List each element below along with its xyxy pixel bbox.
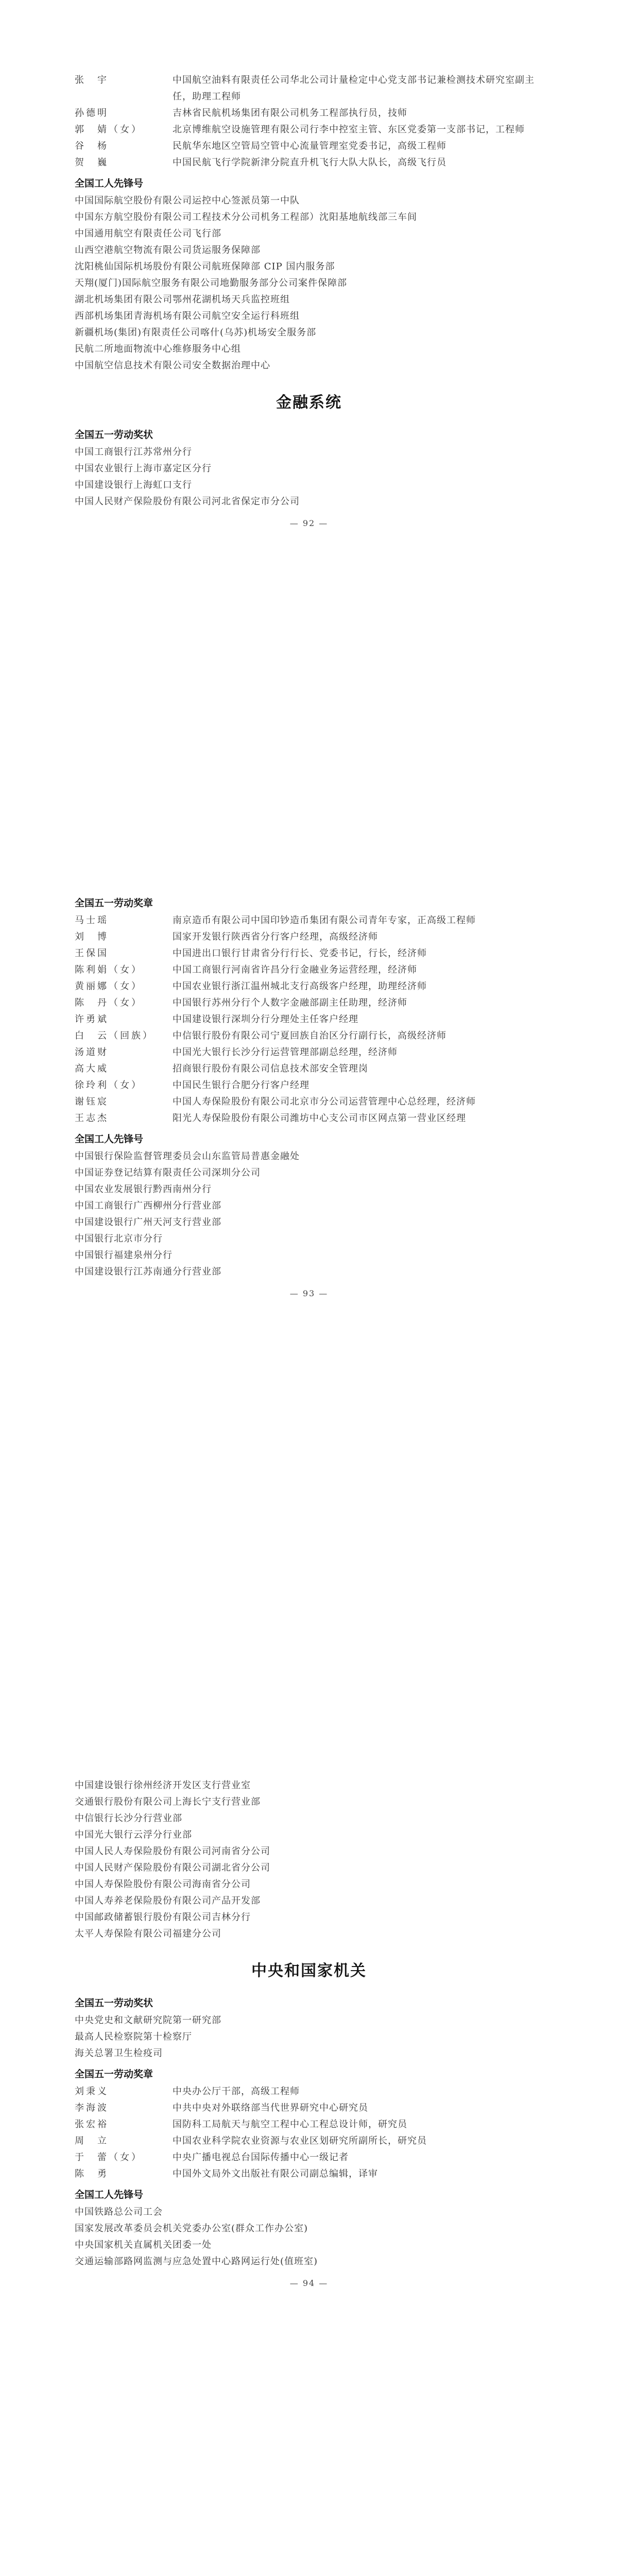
recipient-name: 孙德明: [75, 108, 109, 118]
list-item: 中国光大银行云浮分行业部: [75, 1829, 192, 1840]
recipient-title: 吉林省民航机场集团有限公司机务工程部执行员，技师: [173, 108, 407, 118]
list-item: 交通银行股份有限公司上海长宁支行营业部: [75, 1797, 261, 1807]
award-row: [75, 1044, 543, 1061]
recipient-name: 郭 婧（女）: [75, 124, 143, 135]
recipient-title: 中国农业银行浙江温州城北支行高级客户经理，助理经济师: [173, 981, 427, 992]
recipient-name: 谢钰宸: [75, 1096, 109, 1107]
section-heading-vanguard: 全国工人先锋号: [75, 2189, 144, 2200]
recipient-name: 于 蕾（女）: [75, 2152, 143, 2163]
list-item: 中央党史和文献研究院第一研究部: [75, 2015, 221, 2026]
list-item: 西部机场集团青海机场有限公司航空安全运行科班组: [75, 311, 300, 321]
award-row: [75, 122, 543, 138]
section-heading-labor-award: 全国五一劳动奖状: [75, 1997, 153, 2009]
list-item: 中国工商银行江苏常州分行: [75, 447, 192, 457]
recipient-name: 王志杰: [75, 1113, 109, 1124]
list-item: 中国银行福建泉州分行: [75, 1250, 173, 1261]
list-item: 中国建设银行江苏南通分行营业部: [75, 1266, 221, 1277]
recipient-title: 中央办公厅干部，高级工程师: [173, 2086, 300, 2097]
recipient-name: 张 宇: [75, 75, 109, 86]
award-row: [75, 1028, 543, 1044]
recipient-name: 谷 杨: [75, 141, 109, 151]
section-title-finance: 金融系统: [276, 394, 342, 412]
list-item: 中国邮政储蓄银行股份有限公司吉林分行: [75, 1912, 251, 1923]
recipient-title: 中国人寿保险股份有限公司北京市分公司运营管理中心总经理，经济师: [173, 1096, 476, 1107]
award-row: [75, 1061, 543, 1077]
recipient-title: 国防科工局航天与航空工程中心工程总设计师，研究员: [173, 2119, 407, 2130]
list-item: 沈阳桃仙国际机场股份有限公司航班保障部 CIP 国内服务部: [75, 261, 335, 272]
section-heading-vanguard: 全国工人先锋号: [75, 1133, 144, 1145]
award-row: [75, 72, 543, 105]
recipient-name: 王保国: [75, 948, 109, 959]
list-item: 最高人民检察院第十检察厅: [75, 2031, 192, 2042]
list-item: 中国工商银行广西柳州分行营业部: [75, 1200, 221, 1211]
list-item: 中国人寿养老保险股份有限公司产品开发部: [75, 1895, 261, 1906]
page-number: — 92 —: [289, 518, 329, 528]
award-row: [75, 995, 543, 1011]
award-row: [75, 105, 543, 122]
recipient-name: 刘秉义: [75, 2086, 109, 2097]
recipient-title: 中国工商银行河南省许昌分行金融业务运营经理，经济师: [173, 964, 417, 975]
recipient-name: 马士瑶: [75, 915, 109, 926]
recipient-name: 徐玲利（女）: [75, 1080, 143, 1091]
list-item: 中国人民人寿保险股份有限公司河南省分公司: [75, 1846, 270, 1857]
list-item: 交通运输部路网监测与应急处置中心路网运行处(值班室): [75, 2256, 318, 2267]
list-item: 中国证券登记结算有限责任公司深圳分公司: [75, 1167, 261, 1178]
list-item: 中国建设银行上海虹口支行: [75, 480, 192, 490]
recipient-name: 贺 巍: [75, 157, 109, 168]
vanguard-list: [75, 193, 543, 374]
recipient-title: 中央广播电视总台国际传播中心一级记者: [173, 2152, 349, 2163]
recipient-title: 中国银行苏州分行个人数字金融部副主任助理，经济师: [173, 997, 407, 1008]
recipient-name: 刘 博: [75, 931, 109, 942]
recipient-title: 国家开发银行陕西省分行客户经理，高级经济师: [173, 931, 378, 942]
list-item: 中国人民财产保险股份有限公司河北省保定市分公司: [75, 496, 300, 507]
vanguard-list: [75, 2204, 543, 2270]
recipient-title: 中国民生银行合肥分行客户经理: [173, 1080, 310, 1091]
recipient-title: 中国农业科学院农业资源与农业区划研究所副所长，研究员: [173, 2136, 427, 2146]
list-item: 太平人寿保险有限公司福建分公司: [75, 1928, 221, 1939]
recipient-title: 中信银行股份有限公司宁夏回族自治区分行副行长，高级经济师: [173, 1030, 447, 1041]
award-row: [75, 945, 543, 962]
labor-award-list: [75, 444, 543, 510]
recipient-title: 中国民航飞行学院新津分院直升机飞行大队大队长，高级飞行员: [173, 157, 447, 168]
list-item: 中国农业发展银行黔西南州分行: [75, 1184, 212, 1195]
recipient-name: 李海波: [75, 2103, 109, 2113]
list-item: 中国人寿保险股份有限公司海南省分公司: [75, 1879, 251, 1890]
section-heading-labor-medal: 全国五一劳动奖章: [75, 897, 153, 909]
recipient-name: 张宏裕: [75, 2119, 109, 2130]
recipient-title: 中国外文局外文出版社有限公司副总编辑，译审: [173, 2168, 378, 2179]
recipient-title: 北京博维航空设施管理有限公司行李中控室主管、东区党委第一支部书记，工程师: [173, 124, 525, 135]
award-row: [75, 2100, 543, 2116]
page-92: [75, 72, 543, 737]
list-item: 中国银行保险监督管理委员会山东监管局普惠金融处: [75, 1151, 300, 1162]
list-item: 中信银行长沙分行营业部: [75, 1813, 182, 1824]
recipient-name: 周 立: [75, 2136, 109, 2146]
award-row: [75, 1077, 543, 1094]
recipient-title: 中国航空油料有限责任公司华北公司计量检定中心党支部书记兼检测技术研究室副主任，助理工程师: [173, 75, 535, 102]
section-title-central-organs: 中央和国家机关: [251, 1962, 367, 1980]
list-item: 中国建设银行广州天河支行营业部: [75, 1217, 221, 1228]
list-item: 中国国际航空股份有限公司运控中心签派员第一中队: [75, 195, 300, 206]
award-row: [75, 1094, 543, 1110]
list-item: 新疆机场(集团)有限责任公司喀什(乌苏)机场安全服务部: [75, 327, 317, 338]
recipient-title: 阳光人寿保险股份有限公司潍坊中心支公司市区网点第一营业区经理: [173, 1113, 466, 1124]
list-item: 中国铁路总公司工会: [75, 2207, 163, 2217]
recipient-name: 陈 勇: [75, 2168, 109, 2179]
award-row: [75, 929, 543, 945]
continuation-rows: [75, 72, 543, 171]
award-row: [75, 138, 543, 155]
section-heading-vanguard: 全国工人先锋号: [75, 178, 144, 189]
section-heading-labor-award: 全国五一劳动奖状: [75, 429, 153, 440]
page-94: [75, 1777, 543, 2576]
award-row: [75, 2133, 543, 2149]
list-item: 中国建设银行徐州经济开发区支行营业室: [75, 1780, 251, 1791]
list-item: 中国通用航空有限责任公司飞行部: [75, 228, 221, 239]
medal-list: [75, 2083, 543, 2182]
list-item: 中国人民财产保险股份有限公司湖北省分公司: [75, 1862, 270, 1873]
recipient-title: 中国进出口银行甘肃省分行行长、党委书记，行长，经济师: [173, 948, 427, 959]
vanguard-list: [75, 1148, 543, 1280]
list-item: 中国银行北京市分行: [75, 1233, 163, 1244]
list-item: 国家发展改革委员会机关党委办公室(群众工作办公室): [75, 2223, 308, 2234]
recipient-name: 黄丽娜（女）: [75, 981, 143, 992]
list-item: 天翔(厦门)国际航空服务有限公司地勤服务部分公司案件保障部: [75, 278, 348, 289]
recipient-name: 陈利娟（女）: [75, 964, 143, 975]
award-row: [75, 2166, 543, 2182]
list-item: 中国农业银行上海市嘉定区分行: [75, 463, 212, 474]
continuation-list: [75, 1777, 543, 1942]
recipient-title: 招商银行股份有限公司信息技术部安全管理岗: [173, 1063, 368, 1074]
list-item: 中央国家机关直属机关团委一处: [75, 2240, 212, 2250]
recipient-title: 中国建设银行深圳分行分理处主任客户经理: [173, 1014, 358, 1025]
section-heading-labor-medal: 全国五一劳动奖章: [75, 2069, 153, 2080]
recipient-name: 汤道财: [75, 1047, 109, 1058]
list-item: 中国东方航空股份有限公司工程技术分公司机务工程部）沈阳基地航线部三车间: [75, 212, 417, 223]
award-row: [75, 912, 543, 929]
recipient-name: 白 云（回族）: [75, 1030, 154, 1041]
list-item: 海关总署卫生检疫司: [75, 2048, 163, 2059]
list-item: 民航二所地面物流中心维修服务中心组: [75, 344, 241, 354]
recipient-title: 南京造币有限公司中国印钞造币集团有限公司青年专家，正高级工程师: [173, 915, 476, 926]
recipient-title: 民航华东地区空管局空管中心流量管理室党委书记，高级工程师: [173, 141, 447, 151]
list-item: 山西空港航空物流有限公司货运服务保障部: [75, 245, 261, 256]
award-row: [75, 1011, 543, 1028]
recipient-title: 中共中央对外联络部当代世界研究中心研究员: [173, 2103, 368, 2113]
labor-award-list: [75, 2012, 543, 2062]
recipient-title: 中国光大银行长沙分行运营管理部副总经理，经济师: [173, 1047, 398, 1058]
list-item: 中国航空信息技术有限公司安全数据治理中心: [75, 360, 270, 371]
list-item: 湖北机场集团有限公司鄂州花湖机场天兵监控班组: [75, 294, 290, 305]
recipient-name: 陈 丹（女）: [75, 997, 143, 1008]
award-row: [75, 978, 543, 995]
page-93: [75, 894, 543, 1646]
page-number: — 93 —: [289, 1289, 329, 1298]
award-row: [75, 1110, 543, 1127]
award-row: [75, 2116, 543, 2133]
award-row: [75, 155, 543, 171]
recipient-name: 许勇斌: [75, 1014, 109, 1025]
recipient-name: 高大威: [75, 1063, 109, 1074]
medal-list: [75, 912, 543, 1127]
award-row: [75, 962, 543, 978]
page-number: — 94 —: [289, 2278, 329, 2288]
award-row: [75, 2149, 543, 2166]
award-row: [75, 2083, 543, 2100]
